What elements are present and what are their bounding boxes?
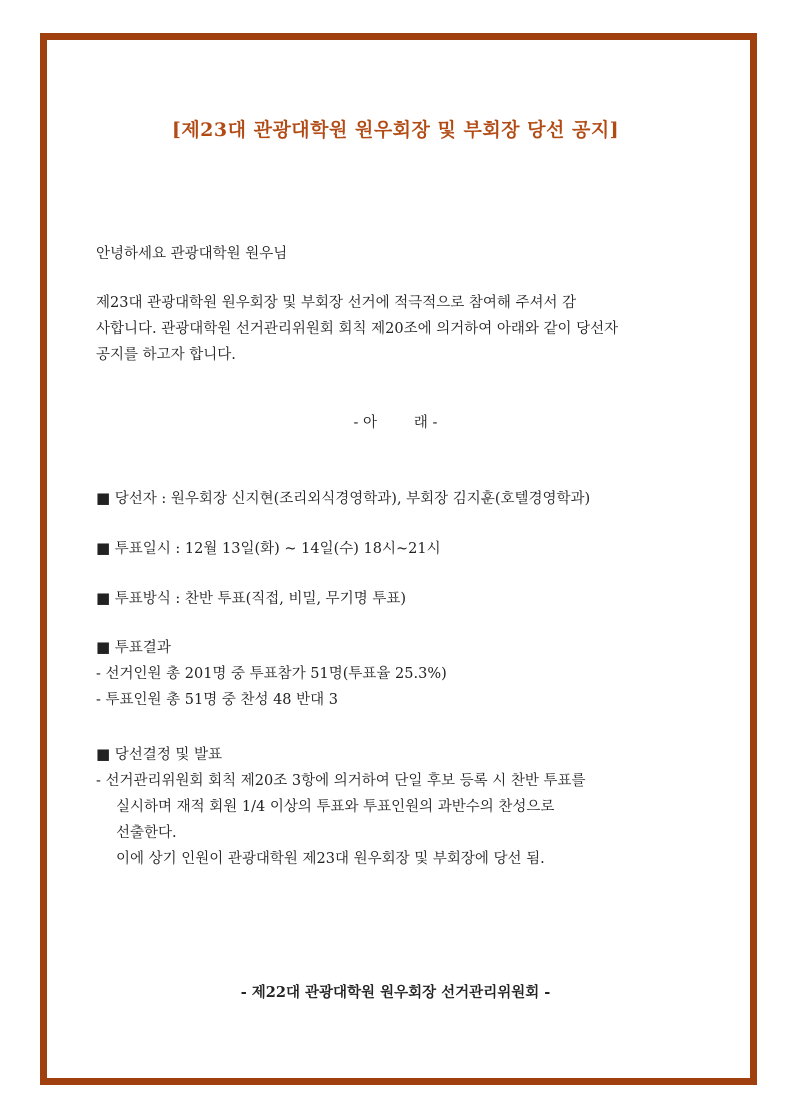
item-method-text: 투표방식 : 찬반 투표(직접, 비밀, 무기명 투표) [114, 591, 406, 607]
bullet-square-icon: ■ [96, 638, 111, 656]
item-method [96, 585, 406, 612]
decision-header: 당선결정 및 발표 [114, 747, 223, 763]
item-decision [96, 741, 585, 872]
bullet-square-icon: ■ [96, 539, 111, 557]
greeting: 안녕하세요 관광대학원 원우님 [96, 246, 288, 262]
intro-paragraph [96, 290, 618, 368]
intro-line: 제23대 관광대학원 원우회장 및 부회장 선거에 적극적으로 참여해 주셔서 감 [96, 295, 577, 311]
decision-line: 이에 상기 인원이 관광대학원 제23대 원우회장 및 부회장에 당선 됨. [116, 851, 545, 867]
bullet-square-icon: ■ [96, 489, 111, 507]
intro-line: 사합니다. 관광대학원 선거관리위원회 회칙 제20조에 의거하여 아래와 같이 당선자 [96, 321, 619, 337]
item-date [96, 535, 441, 562]
decision-line: - 선거관리위원회 회칙 제20조 3항에 의거하여 단일 후보 등록 시 찬반 투표를 [96, 773, 586, 789]
item-result [96, 634, 447, 713]
result-header: 투표결과 [114, 640, 171, 656]
separator: - 아 래 - [353, 415, 438, 431]
page-title: [제23대 관광대학원 원우회장 및 부회장 당선 공지] [171, 119, 620, 141]
footer-signature: - 제22대 관광대학원 원우회장 선거관리위원회 - [240, 984, 551, 1001]
intro-line: 공지를 하고자 합니다. [96, 347, 236, 363]
item-winner-text: 당선자 : 원우회장 신지현(조리외식경영학과), 부회장 김지훈(호텔경영학과) [114, 491, 591, 507]
decision-line: 선출한다. [116, 825, 177, 841]
result-line: - 투표인원 총 51명 중 찬성 48 반대 3 [96, 692, 338, 708]
result-line: - 선거인원 총 201명 중 투표참가 51명(투표율 25.3%) [96, 666, 447, 682]
item-winner [96, 485, 590, 512]
decision-line: 실시하며 재적 회원 1/4 이상의 투표와 투표인원의 과반수의 찬성으로 [116, 799, 555, 815]
bullet-square-icon: ■ [96, 589, 111, 607]
bullet-square-icon: ■ [96, 745, 111, 763]
item-date-text: 투표일시 : 12월 13일(화) ~ 14일(수) 18시~21시 [114, 541, 441, 557]
